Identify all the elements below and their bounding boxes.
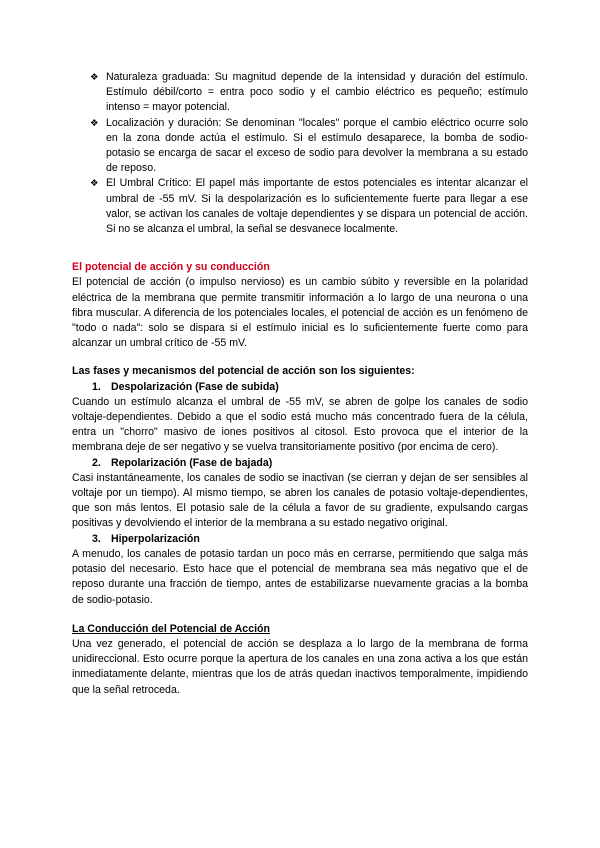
phase-heading-depolarization	[72, 380, 528, 395]
conduction-section-title: La Conducción del Potencial de Acción	[72, 622, 270, 635]
bullet-item-localization	[72, 116, 528, 177]
bullet-item-graded-nature	[72, 70, 528, 116]
phase-heading-hyperpolarization	[72, 532, 528, 547]
document-page	[72, 70, 528, 698]
bullet-text: Localización y duración: Se denominan "locales" porque el cambio eléctrico ocurre solo en la zona donde actúa el estímulo. Si el estímulo desaparece, la bomba de sodio-potasio se encarga de sacar el exceso de sodio para devolver la membrana a su estado de reposo.	[106, 116, 528, 175]
conduction-paragraph: Una vez generado, el potencial de acción se desplaza a lo largo de la membrana de forma unidireccional. Esto ocurre porque la apertura de los canales en una zona activa a los que están inmediatamente delante, mientras que los de atrás quedan inactivos temporalmente, impidiendo que la señal retroceda.	[72, 637, 528, 696]
phase-number: 2.	[92, 456, 101, 469]
bullet-text: El Umbral Crítico: El papel más importante de estos potenciales es intentar alcanzar el umbral de -55 mV. Si la despolarización es lo suficientemente fuerte para llegar a ese valor, se activan los canales de voltaje dependientes y se dispara un potencial de acción. Si no se alcanza el umbral, la señal se desvanece localmente.	[106, 177, 528, 236]
phases-heading: Las fases y mecanismos del potencial de acción son los siguientes:	[72, 365, 415, 378]
phase-number: 1.	[92, 380, 101, 393]
phase-number: 3.	[92, 532, 101, 545]
diamond-bullet-icon: ❖	[90, 72, 99, 83]
phase-title: Despolarización (Fase de subida)	[110, 380, 279, 393]
local-potential-bullet-list	[72, 70, 528, 237]
phase-paragraph-repolarization: Casi instantáneamente, los canales de sodio se inactivan (se cierran y dejan de ser sensibles al voltaje por un tiempo). Al mismo tiempo, se abren los canales de potasio voltaje-dependientes, que son más lentos. El potasio sale de la célula a favor de su gradiente, expulsando cargas positivas y devolviendo el interior de la membrana a su estado negativo original.	[72, 471, 528, 530]
phase-paragraph-hyperpolarization: A menudo, los canales de potasio tardan un poco más en cerrarse, permitiendo que salga más potasio del necesario. Esto hace que el potencial de membrana sea más negativo que el de reposo durante una fracción de tiempo, antes de estabilizarse nuevamente gracias a la bomba de sodio-potasio.	[72, 547, 528, 606]
action-potential-intro-paragraph: El potencial de acción (o impulso nervioso) es un cambio súbito y reversible en la polaridad eléctrica de la membrana que permite transmitir información a lo largo de una neurona o una fibra muscular. A diferencia de los potenciales locales, el potencial de acción es un fenómeno de "todo o nada": solo se dispara si el estímulo inicial es lo suficientemente fuerte como para alcanzar un umbral crítico de -55 mV.	[72, 276, 528, 350]
bullet-item-critical-threshold	[72, 176, 528, 237]
bullet-text: Naturaleza graduada: Su magnitud depende de la intensidad y duración del estímulo. Estímulo débil/corto = entra poco sodio y el cambio eléctrico es pequeño; estímulo intenso = mayor potencial.	[106, 71, 528, 114]
phase-title: Repolarización (Fase de bajada)	[110, 456, 273, 469]
diamond-bullet-icon: ❖	[90, 117, 99, 129]
phase-paragraph-depolarization: Cuando un estímulo alcanza el umbral de -55 mV, se abren de golpe los canales de sodio voltaje-dependientes. Debido a que el sodio está mucho más concentrado fuera de la célula, entra un "chorro" masivo de iones positivos al citosol. Esto provoca que el interior de la membrana deje de ser negativo y se vuelva transitoriamente positivo (por encima de cero).	[72, 395, 528, 454]
phase-title: Hiperpolarización	[110, 532, 200, 545]
action-potential-section-title: El potencial de acción y su conducción	[72, 261, 270, 274]
phase-heading-repolarization	[72, 456, 528, 471]
diamond-bullet-icon: ❖	[90, 178, 99, 190]
